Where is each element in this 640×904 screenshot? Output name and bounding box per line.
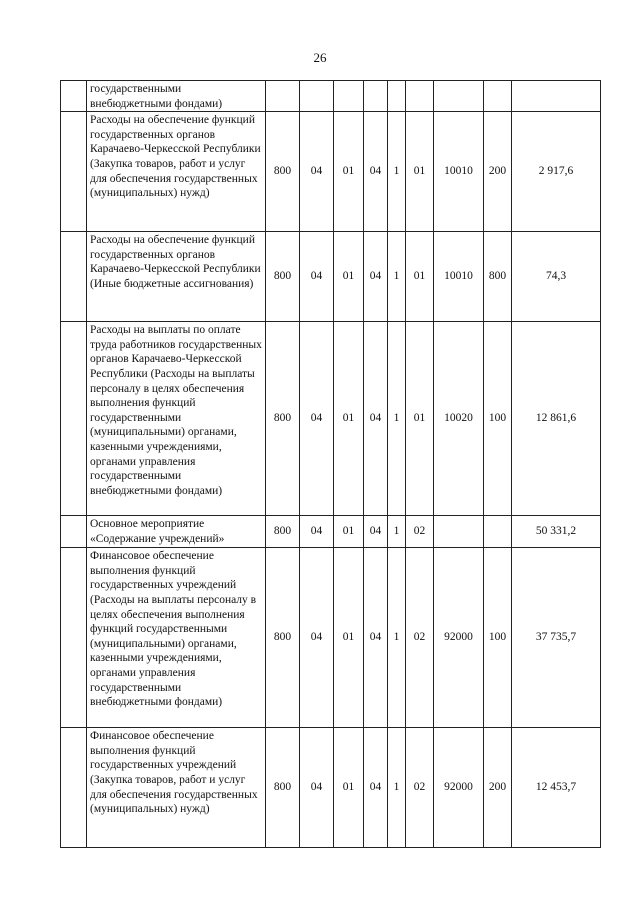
glrs-code-cell: 800 [266, 516, 300, 548]
row-index-cell [61, 728, 87, 848]
budget-table [60, 80, 601, 848]
expense-name-cell: Финансовое обеспечение выполнения функций государственных учреждений (Закупка товаров, работ и услуг для обеспечения государственных (муниципальных) нужд) [87, 728, 266, 848]
subprogram-code-cell: 1 [388, 728, 406, 848]
expense-type-code-cell: 100 [484, 548, 512, 728]
subsection-code-cell: 01 [334, 516, 364, 548]
event-code-cell: 02 [406, 516, 434, 548]
subprogram-code-cell: 1 [388, 322, 406, 516]
table-row [61, 516, 601, 548]
expense-name-cell: Расходы на обеспечение функций государственных органов Карачаево-Черкесской Республики (Закупка товаров, работ и услуг для обеспечения государственных (муниципальных) нужд) [87, 112, 266, 232]
row-index-cell [61, 516, 87, 548]
glrs-code-cell: 800 [266, 112, 300, 232]
row-index-cell [61, 322, 87, 516]
table-row [61, 728, 601, 848]
subsection-code-cell: 01 [334, 322, 364, 516]
direction-code-cell: 10010 [434, 112, 484, 232]
subprogram-code-cell [388, 81, 406, 112]
amount-cell: 12 861,6 [512, 322, 601, 516]
table-row [61, 232, 601, 322]
direction-code-cell: 92000 [434, 728, 484, 848]
direction-code-cell [434, 81, 484, 112]
subprogram-code-cell: 1 [388, 112, 406, 232]
page-number: 26 [313, 50, 327, 65]
program-code-cell: 04 [364, 728, 388, 848]
glrs-code-cell: 800 [266, 548, 300, 728]
expense-type-code-cell: 200 [484, 728, 512, 848]
glrs-code-cell [266, 81, 300, 112]
table-row [61, 322, 601, 516]
subsection-code-cell: 01 [334, 112, 364, 232]
section-code-cell [300, 81, 334, 112]
event-code-cell: 01 [406, 322, 434, 516]
amount-cell [512, 81, 601, 112]
expense-name-cell: Финансовое обеспечение выполнения функций государственных учреждений (Расходы на выплаты персоналу в целях обеспечения выполнения функций государственными (муниципальными) органами, казенными учреждениями, органами управления государственными внебюджетными фондами) [87, 548, 266, 728]
glrs-code-cell: 800 [266, 322, 300, 516]
table-row [61, 112, 601, 232]
section-code-cell: 04 [300, 516, 334, 548]
row-index-cell [61, 232, 87, 322]
glrs-code-cell: 800 [266, 728, 300, 848]
expense-type-code-cell [484, 81, 512, 112]
direction-code-cell: 10010 [434, 232, 484, 322]
subsection-code-cell: 01 [334, 728, 364, 848]
subprogram-code-cell: 1 [388, 548, 406, 728]
section-code-cell: 04 [300, 548, 334, 728]
section-code-cell: 04 [300, 112, 334, 232]
expense-type-code-cell [484, 516, 512, 548]
direction-code-cell: 92000 [434, 548, 484, 728]
program-code-cell: 04 [364, 232, 388, 322]
direction-code-cell [434, 516, 484, 548]
subsection-code-cell: 01 [334, 232, 364, 322]
table-row [61, 548, 601, 728]
section-code-cell: 04 [300, 232, 334, 322]
subprogram-code-cell: 1 [388, 232, 406, 322]
expense-type-code-cell: 100 [484, 322, 512, 516]
glrs-code-cell: 800 [266, 232, 300, 322]
program-code-cell: 04 [364, 516, 388, 548]
row-index-cell [61, 548, 87, 728]
program-code-cell [364, 81, 388, 112]
program-code-cell: 04 [364, 322, 388, 516]
subprogram-code-cell: 1 [388, 516, 406, 548]
table-row [61, 81, 601, 112]
event-code-cell: 02 [406, 728, 434, 848]
amount-cell: 50 331,2 [512, 516, 601, 548]
amount-cell: 74,3 [512, 232, 601, 322]
expense-name-cell: Расходы на обеспечение функций государственных органов Карачаево-Черкесской Республики (Иные бюджетные ассигнования) [87, 232, 266, 322]
event-code-cell [406, 81, 434, 112]
subsection-code-cell [334, 81, 364, 112]
program-code-cell: 04 [364, 548, 388, 728]
section-code-cell: 04 [300, 322, 334, 516]
expense-type-code-cell: 200 [484, 112, 512, 232]
subsection-code-cell: 01 [334, 548, 364, 728]
row-index-cell [61, 81, 87, 112]
event-code-cell: 02 [406, 548, 434, 728]
event-code-cell: 01 [406, 112, 434, 232]
amount-cell: 2 917,6 [512, 112, 601, 232]
expense-name-cell: Основное мероприятие «Содержание учреждений» [87, 516, 266, 548]
section-code-cell: 04 [300, 728, 334, 848]
expense-name-cell: Расходы на выплаты по оплате труда работников государственных органов Карачаево-Черкесской Республики (Расходы на выплаты персоналу в целях обеспечения выполнения функций государственными (муниципальными) органами, казенными учреждениями, органами управления государственными внебюджетными фондами) [87, 322, 266, 516]
row-index-cell [61, 112, 87, 232]
event-code-cell: 01 [406, 232, 434, 322]
expense-name-cell: государственными внебюджетными фондами) [87, 81, 266, 112]
direction-code-cell: 10020 [434, 322, 484, 516]
amount-cell: 12 453,7 [512, 728, 601, 848]
expense-type-code-cell: 800 [484, 232, 512, 322]
amount-cell: 37 735,7 [512, 548, 601, 728]
program-code-cell: 04 [364, 112, 388, 232]
